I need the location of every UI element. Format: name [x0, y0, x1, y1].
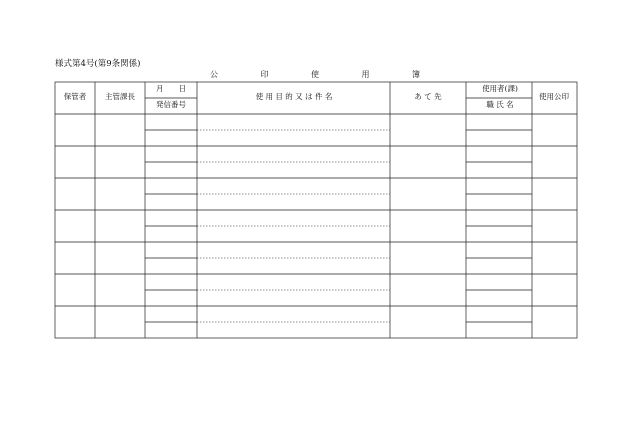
- title-char-5: 簿: [412, 70, 420, 79]
- header-section-chief: 主管課長: [105, 92, 135, 101]
- table-grid: [55, 82, 577, 338]
- title-char-1: 公: [210, 70, 218, 79]
- header-user-section: 使用者(課): [482, 84, 518, 93]
- form-number-label: 様式第4号(第9条関係): [55, 59, 141, 69]
- header-purpose: 使 用 目 的 又 は 件 名: [255, 92, 333, 101]
- title-char-3: 使: [311, 70, 319, 79]
- title-char-4: 用: [361, 70, 370, 79]
- header-keeper: 保管者: [63, 92, 87, 101]
- header-addressee: あ て 先: [414, 92, 442, 101]
- header-month-day: 月 日: [156, 84, 186, 93]
- title-char-2: 印: [260, 70, 269, 79]
- header-seal-used: 使用公印: [539, 92, 569, 101]
- header-issue-number: 発信番号: [156, 100, 186, 109]
- header-position-name: 職 氏 名: [486, 100, 514, 109]
